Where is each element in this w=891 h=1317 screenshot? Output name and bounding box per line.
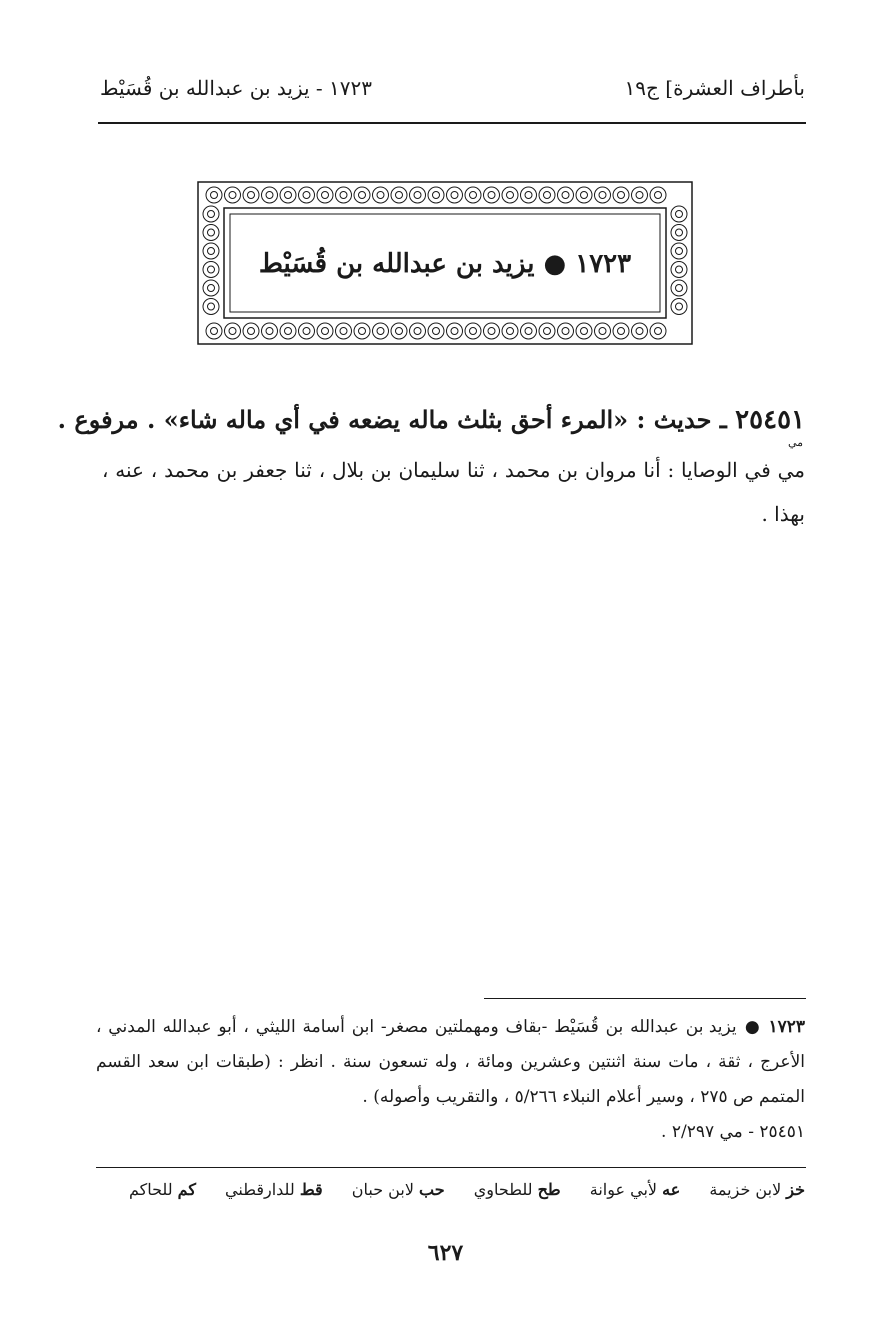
frame-ornament <box>488 192 495 199</box>
frame-ornament <box>396 328 403 335</box>
hadith-heading <box>58 405 805 435</box>
frame-ornament <box>208 285 215 292</box>
frame-ornament <box>451 192 458 199</box>
frame-ornament <box>410 187 426 203</box>
narrator-note-text: يزيد بن عبدالله بن قُسَيْط -بقاف ومهملتين مصغر- ابن أسامة الليثي ، أبو عبدالله المدني ، الأعرج ، ثقة ، مات سنة اثنتين وعشرين ومائة ، وله تسعون سنة . انظر : (طبقات ابن سعد القسم المتمم ص ٢٧٥ ، وسير أعلام النبلاء ٥/٢٦٦ ، والتقريب وأصوله) . <box>96 1017 805 1107</box>
frame-ornament <box>428 187 444 203</box>
chapter-title: ١٧٢٣ ● يزيد بن عبدالله بن قُسَيْط <box>258 249 632 279</box>
frame-ornament <box>613 323 629 339</box>
frame-ornament <box>671 243 687 259</box>
frame-ornament <box>266 192 273 199</box>
frame-ornament <box>484 187 500 203</box>
frame-ornament <box>525 328 532 335</box>
frame-ornament <box>225 323 241 339</box>
frame-ornament <box>433 192 440 199</box>
frame-ornament <box>285 192 292 199</box>
frame-ornament <box>208 229 215 236</box>
frame-ornament <box>671 225 687 241</box>
frame-ornament <box>336 323 352 339</box>
frame-ornament <box>655 192 662 199</box>
frame-ornament <box>303 192 310 199</box>
frame-ornament <box>521 187 537 203</box>
frame-ornament <box>484 323 500 339</box>
page-number: ٦٢٧ <box>427 1240 464 1266</box>
notes-divider <box>484 998 806 999</box>
frame-ornament <box>317 323 333 339</box>
frame-ornament <box>203 299 219 315</box>
frame-ornament <box>354 187 370 203</box>
frame-ornament <box>225 187 241 203</box>
frame-ornament <box>373 187 389 203</box>
frame-ornament <box>208 266 215 273</box>
running-header-chapter: ١٧٢٣ - يزيد بن عبدالله بن قُسَيْط <box>100 76 373 100</box>
frame-ornament <box>229 328 236 335</box>
frame-ornament <box>507 328 514 335</box>
hadith-isnad: مي في الوصايا : أنا مروان بن محمد ، ثنا سليمان بن بلال ، ثنا جعفر بن محمد ، عنه ، بهذا . <box>102 458 805 526</box>
legend-item: عه لأبي عوانة <box>589 1180 681 1199</box>
frame-ornament <box>433 328 440 335</box>
frame-ornament <box>502 187 518 203</box>
frame-ornament <box>203 206 219 222</box>
frame-ornament <box>488 328 495 335</box>
frame-ornament <box>671 206 687 222</box>
frame-ornament <box>299 187 315 203</box>
frame-ornament <box>396 192 403 199</box>
frame-ornament <box>539 323 555 339</box>
frame-ornament <box>203 243 219 259</box>
frame-ornament <box>636 328 643 335</box>
frame-ornament <box>595 323 611 339</box>
frame-ornament <box>502 323 518 339</box>
frame-ornament <box>428 323 444 339</box>
frame-ornament <box>243 187 259 203</box>
frame-ornament <box>676 266 683 273</box>
frame-ornament <box>655 328 662 335</box>
hadith-text: ـ حديث : «المرء أحق بثلث ماله يضعه في أي ماله شاء» . مرفوع . <box>57 405 727 434</box>
frame-ornament <box>211 328 218 335</box>
running-header-volume: بأطراف العشرة] ج١٩ <box>624 76 805 100</box>
frame-ornament <box>581 192 588 199</box>
frame-ornament <box>280 323 296 339</box>
frame-ornament <box>539 187 555 203</box>
frame-ornament <box>671 262 687 278</box>
frame-ornament <box>544 328 551 335</box>
frame-ornament <box>676 211 683 218</box>
hadith-reference-note: ٢٥٤٥١ - مي ٢/٢٩٧ . <box>661 1122 805 1142</box>
frame-ornament <box>208 303 215 310</box>
frame-ornament <box>470 192 477 199</box>
frame-ornament <box>470 328 477 335</box>
frame-ornament <box>391 187 407 203</box>
frame-ornament <box>521 323 537 339</box>
frame-ornament <box>414 192 421 199</box>
frame-ornament <box>576 323 592 339</box>
frame-ornament <box>676 229 683 236</box>
frame-ornament <box>576 187 592 203</box>
legend-item: طح للطحاوي <box>473 1180 561 1199</box>
abbreviation-legend <box>129 1180 805 1199</box>
frame-ornament <box>208 211 215 218</box>
hadith-number: ٢٥٤٥١ <box>735 405 805 435</box>
frame-ornament <box>229 192 236 199</box>
frame-ornament <box>618 328 625 335</box>
frame-ornament <box>206 323 222 339</box>
frame-ornament <box>414 328 421 335</box>
narrator-note-number: ١٧٢٣ ● <box>743 1017 805 1037</box>
frame-ornament <box>558 187 574 203</box>
frame-ornament <box>322 192 329 199</box>
frame-ornament <box>447 187 463 203</box>
frame-ornament <box>465 323 481 339</box>
frame-ornament <box>599 328 606 335</box>
frame-ornament <box>340 328 347 335</box>
frame-ornament <box>671 299 687 315</box>
frame-ornament <box>373 323 389 339</box>
frame-ornament <box>359 192 366 199</box>
chapter-title-box <box>230 214 660 314</box>
frame-ornament <box>280 187 296 203</box>
frame-ornament <box>632 323 648 339</box>
frame-ornament <box>595 187 611 203</box>
frame-ornament <box>650 323 666 339</box>
frame-ornament <box>671 280 687 296</box>
frame-ornament <box>676 285 683 292</box>
frame-ornament <box>447 323 463 339</box>
notes-section <box>96 1010 805 1150</box>
legend-item: قط للدارقطني <box>225 1180 323 1199</box>
frame-ornament <box>285 328 292 335</box>
frame-ornament <box>562 328 569 335</box>
frame-ornament <box>636 192 643 199</box>
legend-divider <box>96 1167 806 1168</box>
frame-ornament <box>507 192 514 199</box>
frame-ornament <box>203 280 219 296</box>
frame-ornament <box>322 328 329 335</box>
frame-ornament <box>303 328 310 335</box>
frame-ornament <box>676 248 683 255</box>
frame-ornament <box>465 187 481 203</box>
frame-ornament <box>243 323 259 339</box>
header-divider <box>98 122 806 124</box>
frame-ornament <box>248 328 255 335</box>
frame-ornament <box>618 192 625 199</box>
frame-ornament <box>558 323 574 339</box>
frame-ornament <box>354 323 370 339</box>
frame-ornament <box>317 187 333 203</box>
frame-ornament <box>262 187 278 203</box>
frame-ornament <box>676 303 683 310</box>
frame-ornament <box>203 225 219 241</box>
frame-ornament <box>377 328 384 335</box>
frame-ornament <box>208 248 215 255</box>
frame-ornament <box>266 328 273 335</box>
frame-ornament <box>299 323 315 339</box>
frame-ornament <box>211 192 218 199</box>
margin-siglum: مي <box>788 436 804 449</box>
frame-ornament <box>581 328 588 335</box>
narrator-note <box>96 1010 805 1115</box>
frame-ornament <box>650 187 666 203</box>
frame-ornament <box>410 323 426 339</box>
legend-item: كم للحاكم <box>128 1180 196 1199</box>
frame-ornament <box>544 192 551 199</box>
frame-ornament <box>632 187 648 203</box>
legend-item: حب لابن حبان <box>351 1180 445 1199</box>
frame-ornament <box>203 262 219 278</box>
frame-ornament <box>451 328 458 335</box>
frame-ornament <box>206 187 222 203</box>
frame-ornament <box>599 192 606 199</box>
frame-ornament <box>562 192 569 199</box>
frame-ornament <box>391 323 407 339</box>
frame-ornament <box>525 192 532 199</box>
frame-ornament <box>340 192 347 199</box>
frame-ornament <box>248 192 255 199</box>
frame-ornament <box>377 192 384 199</box>
frame-ornament <box>359 328 366 335</box>
legend-item: خز لابن خزيمة <box>709 1180 805 1199</box>
frame-ornament <box>262 323 278 339</box>
frame-ornament <box>613 187 629 203</box>
frame-ornament <box>336 187 352 203</box>
